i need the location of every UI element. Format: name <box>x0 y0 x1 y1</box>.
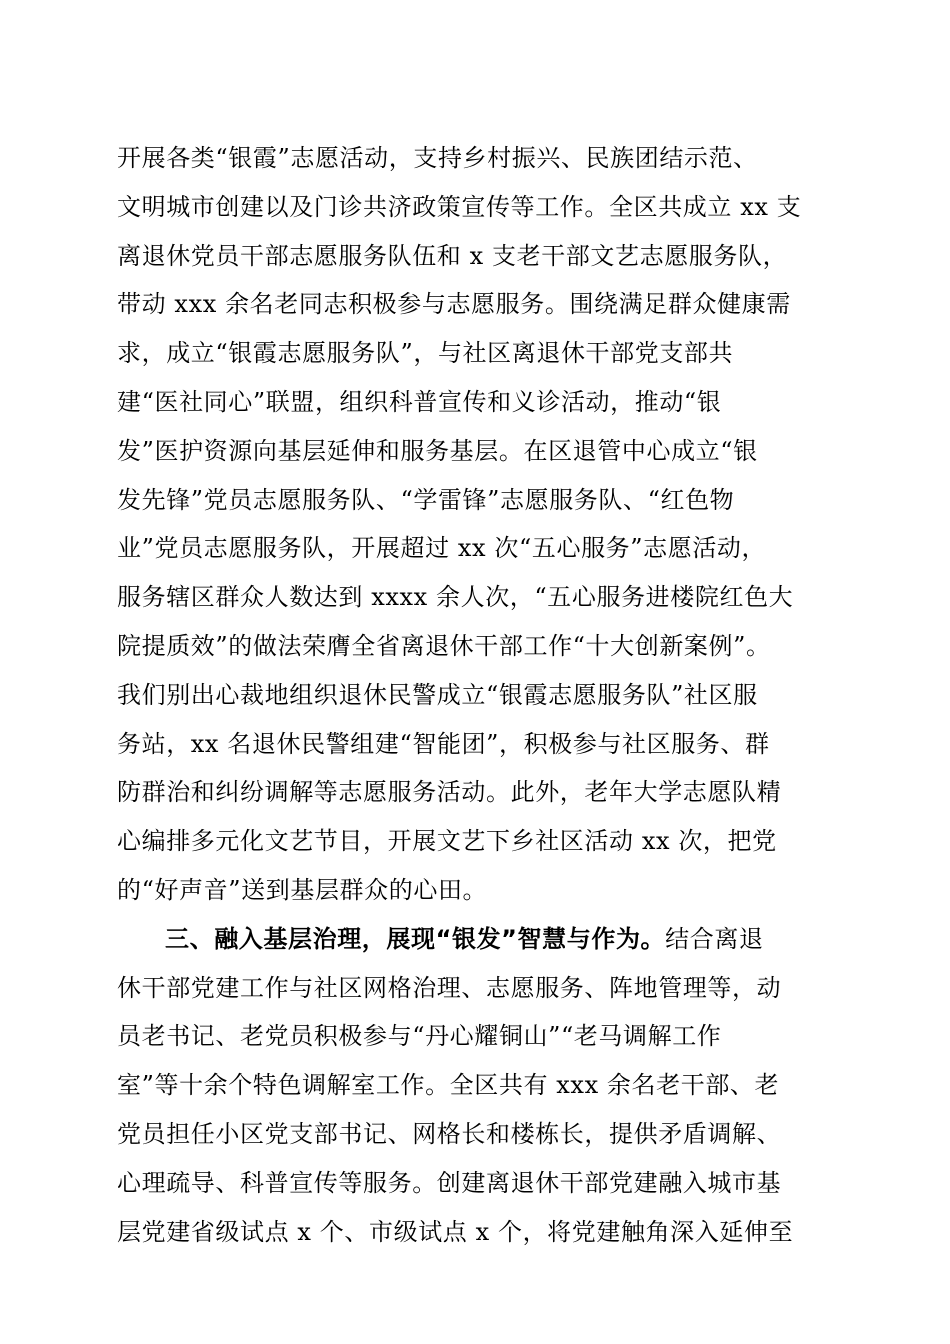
paragraph-line: 业”党员志愿服务队，开展超过 xx 次“五心服务”志愿活动， <box>117 534 767 563</box>
paragraph-line: 求，成立“银霞志愿服务队”，与社区离退休干部党支部共 <box>117 339 734 368</box>
paragraph-line: 层党建省级试点 x 个、市级试点 x 个，将党建触角深入延伸至 <box>117 1217 794 1246</box>
paragraph-line: 员老书记、老党员积极参与“丹心耀铜山”“老马调解工作 <box>117 1022 722 1051</box>
paragraph-line: 党员担任小区党支部书记、网格长和楼栋长，提供矛盾调解、 <box>117 1119 782 1148</box>
paragraph-line: 离退休党员干部志愿服务队伍和 x 支老干部文艺志愿服务队， <box>117 241 788 270</box>
paragraph-line: 文明城市创建以及门诊共济政策宣传等工作。全区共成立 xx 支 <box>117 192 802 221</box>
section-3-heading: 三、融入基层治理，展现“银发”智慧与作为。 <box>165 924 666 953</box>
paragraph-line: 防群治和纠纷调解等志愿服务活动。此外，老年大学志愿队精 <box>117 778 782 807</box>
paragraph-line: 我们别出心裁地组织退休民警成立“银霞志愿服务队”社区服 <box>117 680 758 709</box>
section-3-lead-text: 结合离退 <box>665 924 764 953</box>
section-3-first-line <box>117 915 837 964</box>
paragraph-line: 开展各类“银霞”志愿活动，支持乡村振兴、民族团结示范、 <box>117 144 758 172</box>
paragraph-line: 心理疏导、科普宣传等服务。创建离退休干部党建融入城市基 <box>117 1168 782 1197</box>
paragraph-line: 发”医护资源向基层延伸和服务基层。在区退管中心成立“银 <box>117 436 758 465</box>
paragraph-line: 务站，xx 名退休民警组建“智能团”，积极参与社区服务、群 <box>117 729 770 758</box>
paragraph-line: 的“好声音”送到基层群众的心田。 <box>117 875 488 904</box>
paragraph-line: 发先锋”党员志愿服务队、“学雷锋”志愿服务队、“红色物 <box>117 485 735 514</box>
paragraph-line: 带动 xxx 余名老同志积极参与志愿服务。围绕满足群众健康需 <box>117 290 791 319</box>
paragraph-line: 院提质效”的做法荣膺全省离退休干部工作“十大创新案例”。 <box>117 631 771 660</box>
paragraph-line: 建“医社同心”联盟，组织科普宣传和义诊活动，推动“银 <box>117 387 722 416</box>
paragraph-line: 休干部党建工作与社区网格治理、志愿服务、阵地管理等，动 <box>117 973 782 1002</box>
document-body <box>117 134 837 1256</box>
paragraph-line: 心编排多元化文艺节目，开展文艺下乡社区活动 xx 次，把党 <box>117 827 777 856</box>
paragraph-line: 室”等十余个特色调解室工作。全区共有 xxx 余名老干部、老 <box>117 1071 780 1100</box>
paragraph-line: 服务辖区群众人数达到 xxxx 余人次，“五心服务进楼院红色大 <box>117 583 794 612</box>
